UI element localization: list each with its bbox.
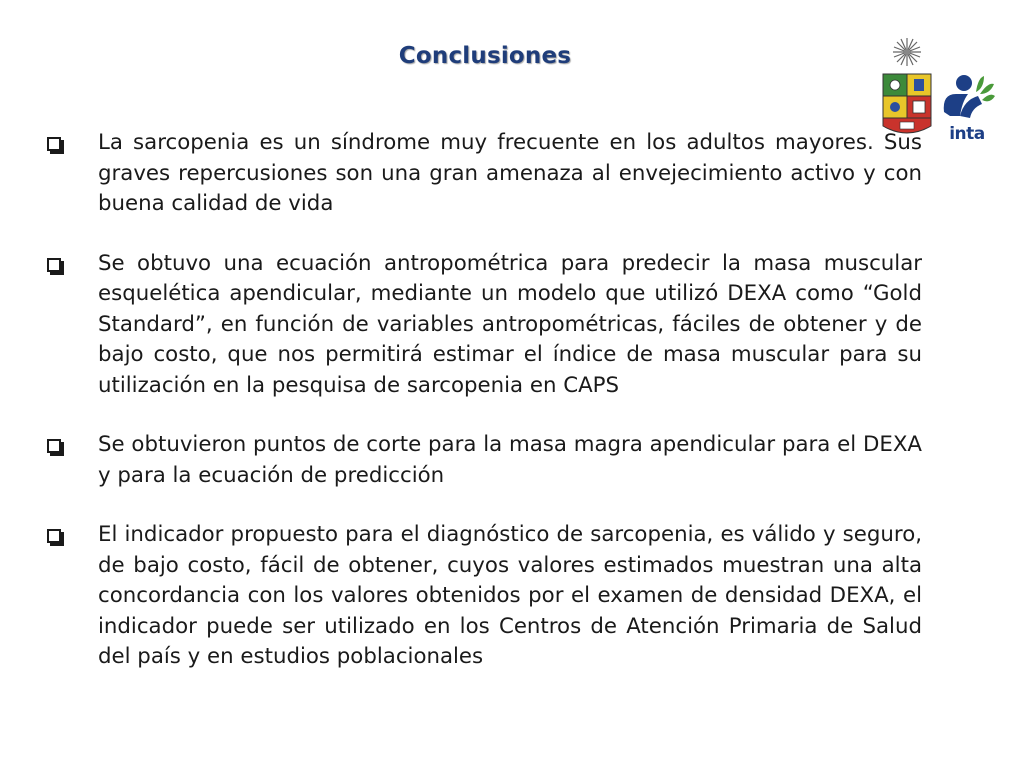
inta-person-icon	[938, 74, 996, 124]
inta-logo-text: inta	[949, 124, 985, 144]
checkbox-bullet-icon	[47, 258, 61, 272]
list-item	[44, 249, 922, 402]
bullet-text: La sarcopenia es un síndrome muy frecuente en los adultos mayores. Sus graves repercusiones son una gran amenaza al envejecimiento activo y con buena calidad de vida	[98, 130, 922, 216]
bullet-text: Se obtuvo una ecuación antropométrica para predecir la masa muscular esquelética apendicular, mediante un modelo que utilizó DEXA como “Gold Standard”, en función de variables antropométricas, fáciles de obtener y de bajo costo, que nos permitirá estimar el índice de masa muscular para su utilización en la pesquisa de sarcopenia en CAPS	[98, 250, 922, 398]
bullet-text: Se obtuvieron puntos de corte para la masa magra apendicular para el DEXA y para la ecuación de predicción	[98, 432, 922, 488]
checkbox-bullet-icon	[47, 439, 61, 453]
inta-logo	[938, 74, 996, 144]
list-item	[44, 520, 922, 673]
slide-title: Conclusiones	[398, 43, 572, 70]
bullet-list	[44, 128, 922, 702]
bullet-text: El indicador propuesto para el diagnóstico de sarcopenia, es válido y seguro, de bajo costo, fácil de obtener, cuyos valores estimados muestran una alta concordancia con los valores obtenidos por el examen de densidad DEXA, el indicador puede ser utilizado en los Centros de Atención Primaria de Salud del país y en estudios poblacionales	[98, 522, 922, 669]
checkbox-bullet-icon	[47, 529, 61, 543]
list-item	[44, 430, 922, 491]
checkbox-bullet-icon	[47, 137, 61, 151]
list-item	[44, 128, 922, 220]
